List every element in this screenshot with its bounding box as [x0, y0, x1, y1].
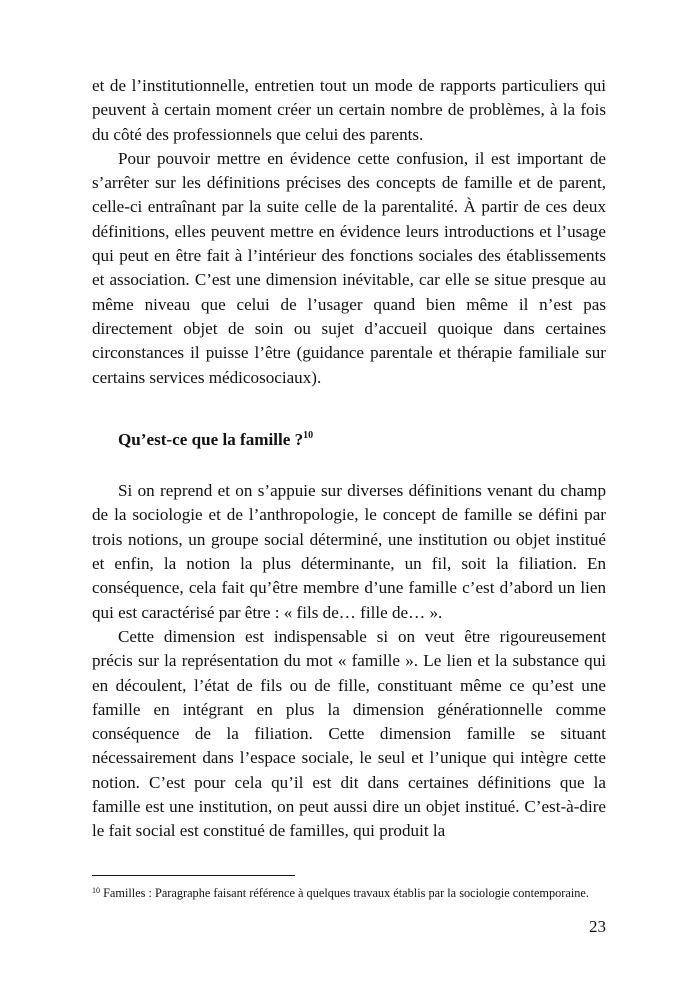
- footnote-text: Familles : Paragraphe faisant référence à quelques travaux établis par la sociologie contemporaine.: [103, 886, 589, 900]
- section-heading-text: Qu’est-ce que la famille ?: [118, 429, 304, 449]
- footnote-reference[interactable]: 10: [303, 429, 314, 441]
- paragraph-1: et de l’institutionnelle, entretien tout un mode de rapports particuliers qui peuvent à certain moment créer un certain nombre de problèmes, à la fois du côté des professionnels que celui des parents.: [92, 76, 606, 144]
- body-text: [92, 74, 606, 844]
- page-number: 23: [589, 917, 606, 936]
- paragraph-2: Pour pouvoir mettre en évidence cette confusion, il est important de s’arrêter sur les définitions précises des concepts de famille et de parent, celle-ci entraînant par la suite celle de la parentalité. À partir de ces deux définitions, elles peuvent mettre en évidence leurs introductions et l’usage qui peut en être fait à l’intérieur des fonctions sociales des établissements et association. C’est une dimension inévitable, car elle se situe presque au même niveau que celui de l’usager quand bien même il n’est pas directement objet de soin ou sujet d’accueil quoique dans certaines circonstances il puisse l’être (guidance parentale et thérapie familiale sur certains services médicosociaux).: [92, 148, 606, 387]
- footnote-number: 10: [92, 886, 100, 895]
- section-heading: [92, 424, 606, 452]
- paragraph-4: Cette dimension est indispensable si on veut être rigoureusement précis sur la représentation du mot « famille ». Le lien et la substance qui en découlent, l’état de fils ou de fille, constituant même ce qu’est une famille en intégrant en plus la dimension générationnelle comme conséquence de la filiation. Cette dimension famille se situant nécessairement dans l’espace sociale, le seul et l’unique qui intègre cette notion. C’est pour cela qu’il est dit dans certaines définitions que la famille est une institution, on peut aussi dire un objet institué. C’est-à-dire le fait social est constitué de familles, qui produit la: [92, 626, 606, 841]
- footnote: [92, 883, 606, 902]
- footnote-separator: [92, 875, 295, 876]
- paragraph-3: Si on reprend et on s’appuie sur diverses définitions venant du champ de la sociologie et de l’anthropologie, le concept de famille se défini par trois notions, un groupe social déterminé, une institution ou objet institué et enfin, la notion la plus déterminante, un fil, soit la filiation. En conséquence, cela fait qu’être membre d’une famille c’est d’abord un lien qui est caractérisé par être : « fils de… fille de… ».: [92, 481, 606, 622]
